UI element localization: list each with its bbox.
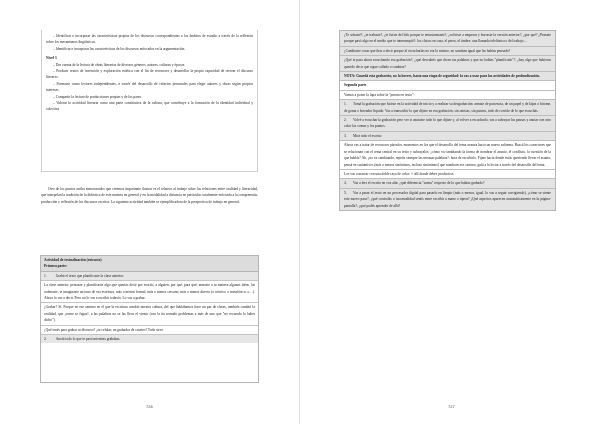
- activity-step: [41, 335, 258, 343]
- objective-item: – Formarse como lectores independientes, a través del desarrollo de criterios personales para elegir autores y obras según propios intereses.: [46, 81, 253, 93]
- step-number: 5.: [344, 190, 347, 195]
- step-number: 4.: [344, 181, 347, 186]
- question-row: ¿Cambiaste cosas que ibas a decir porque al escucharlas no era lo mismo, no sonaban igual que las habías pensado?: [340, 47, 555, 56]
- objective-item: – Producir textos de invención y exploración estética con el fin de reconocer y desarrollar la propia capacidad de recrear el discurso literario.: [46, 69, 253, 80]
- text-row: Ahora vas a tratar de reconocer párrafos, momentos en los que el desarrollo del tema avanza hacia un nuevo subtema. Buscá los conectores que se relacionan con el tema central en su texto y subrayalos: ¿cómo va cambiando la forma de nombrar el asunto, el conflicto, la cuestión de la que hablás? Ah, ¿no va cambiando, repetís siempre las mismas palabras?: hora de escribirlo. Fijate hacia dónde estás queriendo llevar el asunto, pensá en sustantivos (más o menos sinónimos, incluso sinónimos) que nombran ese camino, guiá a la lector a través del desarrollo del tema.: [340, 141, 555, 170]
- note-row: NOTA: Guardá esta grabación, no la borres, hasta una etapa de seguridad: la vas a usar para las actividades de profundización.: [340, 72, 555, 81]
- activity-title-text: Actividad de textualización (extracto): [44, 258, 102, 262]
- activity-title: [41, 256, 258, 272]
- step-row: [340, 116, 555, 132]
- objective-item: – Identificar e incorporar las características de los discursos enfocados en la argumentación.: [53, 46, 186, 51]
- level-heading: Nivel 3: [46, 56, 57, 61]
- step-row: [340, 132, 555, 141]
- step-text: Tomá la grabación que hiciste en la actividad de inicio y a realizar su desgrabación: armate de paciencia, de un papel y de lápiz o birome, de goma o borrador líquido. Vas a transcribir lo que dijiste en esa grabación, sin omisas, sin puntos, todo de corrido de lo que escuchás.: [344, 102, 551, 113]
- step-text: Anotá todo lo que te pasó mientras grababas.: [55, 337, 121, 342]
- objective-item: – Identificar e incorporar las características propias de los discursos correspondientes a los ámbitos de estudio a través de la reflexión sobre los mecanismos lingüísticos.: [46, 34, 253, 45]
- activity-text: ¿Qué tenés para grabar tu discurso? ¿tu celular, un grabador de casetes? Todo sirve.: [41, 326, 258, 335]
- part-heading: Segunda parte: [340, 81, 555, 90]
- step-text: Vas a leer el escrito en voz alta: ¿qué diferencia "suena" respecto de lo que habías grabado?: [353, 181, 485, 186]
- question-row: ¿Qué te pasa ahora escuchando esa grabación?, ¿qué descubrís que dicen tus palabras y que no habías "planificado"?, ¿hay algo que hubieras querido decir que sigue callado o cambias?: [340, 56, 555, 72]
- objectives-box: [41, 30, 258, 172]
- text-row: Los vas a marcar con una doble raya de color: // allí donde debes producirse.: [340, 170, 555, 179]
- step-text: Vas a pasar el texto en un procesador digital para pasarlo en limpio (más o menos, igual, lo vas a seguir corrigiendo), ¿cómo se siente este nuevo paso?, ¿qué controlás o incomodidad sentís entre escribir a mano o tipear? ¿Qué aspectos aparecen automáticamente en la página-pantalla?, ¿qué podés aprender de allá?: [344, 190, 551, 208]
- step-row: [340, 179, 555, 188]
- page-number: 726: [146, 404, 153, 409]
- activity-box: [40, 255, 259, 383]
- activity-continuation-table: [339, 30, 556, 211]
- step-text: Volvé a escuchar la grabación pero ver si anotaste todo lo que dijiste y, al volver a escucharlo, vas a subrayar las pausas y anotar con otro color las comas y los puntos.: [344, 118, 551, 129]
- step-text: Mirá todo el escrito:: [353, 133, 383, 138]
- objective-item: – Dar cuenta de la lectura de obras literarias de diversos géneros, autores, culturas y épocas.: [53, 62, 186, 67]
- step-number: 2.: [44, 337, 47, 342]
- body-paragraph: Otro de los puntos arriba mencionados que creemos importante ilustrar es el relativo al trabajo sobre las relaciones entre oralidad y literacidad, que interpelan la tradición de la didáctica de este materia en general y en la modalidad a distancia en particular, totalmente enfocada a la comprensión, producción y reflexión de los discursos escritos. La siguiente actividad también se ejemplificadora de la perspectiva de trabajo en general:: [41, 187, 258, 204]
- step-text: Grabá el texto que planificaste la clase anterior.: [55, 273, 124, 278]
- step-number: 1.: [44, 273, 47, 278]
- question-row: ¿Te sobasté?, ¿te trabaste?, ¿te fuiste del hilo porque te entusiasmaste?, ¿volviste a empezar y borraste la versión anterior?, ¿por qué? ¿Pensate porque pasó algo en el medio que te interrumpió?: los chicos en casa, el perro, el timbre, una llamada telefónica o del trabajo…: [340, 31, 555, 47]
- step-number: 1.: [344, 102, 347, 107]
- page-number: 727: [448, 404, 455, 409]
- intro-row: Vamos a poner la lupa sobre la "puesta en texto":: [340, 91, 555, 100]
- step-number: 2.: [344, 118, 347, 123]
- activity-text: La clase anterior, pensaste y planificaste algo que querías decir por escrito, a alguien, por qué, para qué; armaste a tu manera algunas ideas, las ordenaste, te imaginaste un tono de esa escritura, más o menos formal, más o menos cercano, más o menos directo (o irónico, o metafórico, o…). Ahora lo vas a decir. Pero no lo vas a escribir todavía. Lo vas a grabar.: [41, 281, 258, 303]
- step-row: [340, 189, 555, 210]
- step-row: [340, 100, 555, 116]
- step-number: 3.: [344, 133, 347, 138]
- objective-item: – Compartir la lectura de producciones propias y de los pares.: [53, 94, 142, 99]
- objective-item: – Valorar la actividad literaria como una parte constitutiva de la cultura, que contribuye a la formación de la identidad individual y colectiva.: [46, 101, 253, 112]
- activity-step: [41, 272, 258, 281]
- activity-part-label: Primera parte:: [44, 264, 68, 269]
- activity-text: ¿Grabar? Sí. Porque en ese camino en el que la escritura cambió nuestra cultura, del que hablábamos hace un par de clases, también cambió la oralidad, que ¡como se fugaz!: a las palabras no se las lleva el viento (con la tía tronado problemas a más de uno que "no recuerda lo haber dicho").: [41, 303, 258, 325]
